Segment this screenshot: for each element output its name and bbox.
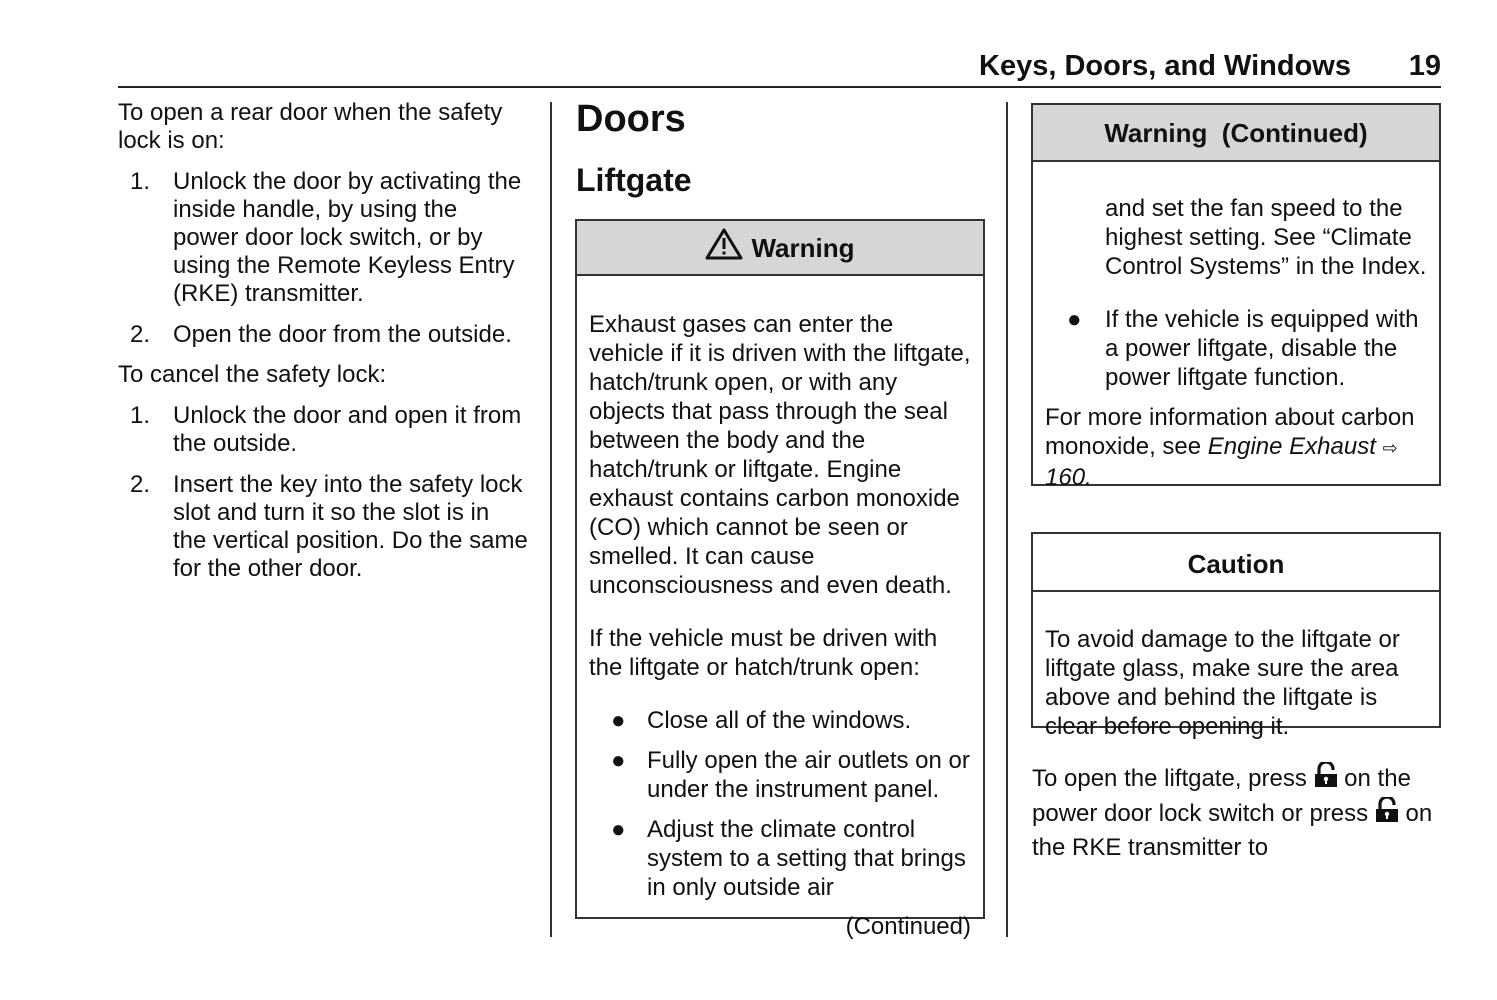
warning-continued-box <box>1031 103 1441 491</box>
bullet-text: Adjust the climate control system to a setting that brings in only outside air <box>647 816 966 901</box>
cancel-safety-lock-intro: To cancel the safety lock: <box>118 361 387 388</box>
caution-title: Caution <box>1187 549 1285 579</box>
middle-column <box>576 97 986 199</box>
unlock-icon <box>1375 797 1399 832</box>
continuation-text: and set the fan speed to the highest setting. See “Climate Control Systems” in the Index. <box>1105 195 1427 280</box>
column-divider-right <box>1006 102 1008 937</box>
more-info-text <box>1045 403 1427 492</box>
unlock-icon <box>1314 762 1338 797</box>
liftgate-open-paragraph <box>1032 762 1442 864</box>
list-number: 2. <box>130 471 151 498</box>
continued-label: (Continued) <box>845 913 971 940</box>
bullet-dot: ● <box>1067 306 1082 333</box>
doors-heading: Doors <box>576 98 686 140</box>
page-reference[interactable]: 160 <box>1045 464 1086 491</box>
warning-header <box>577 221 983 276</box>
page-header <box>118 48 1441 88</box>
list-item <box>118 168 528 308</box>
list-text: Unlock the door and open it from the outside. <box>173 402 522 457</box>
warning-body <box>577 276 983 941</box>
warning-box <box>575 219 985 940</box>
bullet-text: If the vehicle is equipped with a power liftgate, disable the power liftgate function. <box>1105 306 1419 391</box>
warning-continued-body <box>1033 162 1439 492</box>
page-reference-arrow-icon: ⇨ <box>1382 438 1398 458</box>
warning-paragraph: Exhaust gases can enter the vehicle if it is driven with the liftgate, hatch/trunk open, or with any objects that pass through the seal between the body and the hatch/trunk or liftgate. Engine exhaust contains carbon monoxide (CO) which cannot be seen or smelled. It can cause unconsciousness and even death. <box>589 311 971 599</box>
bullet-item <box>1045 305 1427 392</box>
bullet-item <box>589 815 971 902</box>
warning-paragraph: If the vehicle must be driven with the liftgate or hatch/trunk open: <box>589 625 938 681</box>
column-divider-left <box>550 102 552 937</box>
engine-exhaust-link[interactable]: Engine Exhaust <box>1207 433 1376 460</box>
bullet-item <box>589 706 971 735</box>
bullet-item <box>589 746 971 804</box>
caution-header <box>1033 534 1439 592</box>
warning-continued-header <box>1033 105 1439 162</box>
punctuation: . <box>1085 464 1092 491</box>
caution-box <box>1031 532 1441 740</box>
list-item <box>118 321 528 349</box>
list-text: Unlock the door by activating the inside handle, by using the power door lock switch, or by using the Remote Keyless Entry (RKE) transmitter. <box>173 168 522 307</box>
bullet-dot: ● <box>611 747 626 774</box>
list-text: Insert the key into the safety lock slot and turn it so the slot is in the vertical position. Do the same for the other door. <box>173 471 528 582</box>
more-info-prefix: For more information about carbon monoxide, see <box>1045 404 1415 460</box>
page-number: 19 <box>1408 50 1441 82</box>
list-text: Open the door from the outside. <box>173 321 512 348</box>
caution-text: To avoid damage to the liftgate or liftgate glass, make sure the area above and behind the liftgate is clear before opening it. <box>1045 626 1400 740</box>
liftgate-text: on the RKE transmitter to <box>1032 800 1433 861</box>
warning-continued-title: Warning (Continued) <box>1104 118 1368 148</box>
bullet-text: Fully open the air outlets on or under the instrument panel. <box>647 747 970 803</box>
bullet-text: Close all of the windows. <box>647 707 912 734</box>
liftgate-text: on the power door lock switch or press <box>1032 765 1411 827</box>
list-item <box>118 402 528 458</box>
bullet-dot: ● <box>611 816 626 843</box>
left-column <box>118 99 528 583</box>
safety-lock-intro: To open a rear door when the safety lock is on: <box>118 99 503 154</box>
list-number: 2. <box>130 321 151 348</box>
section-title: Keys, Doors, and Windows <box>979 50 1351 82</box>
list-item <box>118 471 528 583</box>
list-number: 1. <box>130 168 151 195</box>
warning-triangle-icon <box>705 224 743 279</box>
list-number: 1. <box>130 402 151 429</box>
warning-title: Warning <box>751 233 855 263</box>
liftgate-text: To open the liftgate, press <box>1032 765 1314 792</box>
caution-body <box>1033 592 1439 741</box>
bullet-dot: ● <box>611 707 626 734</box>
liftgate-heading: Liftgate <box>576 162 692 198</box>
